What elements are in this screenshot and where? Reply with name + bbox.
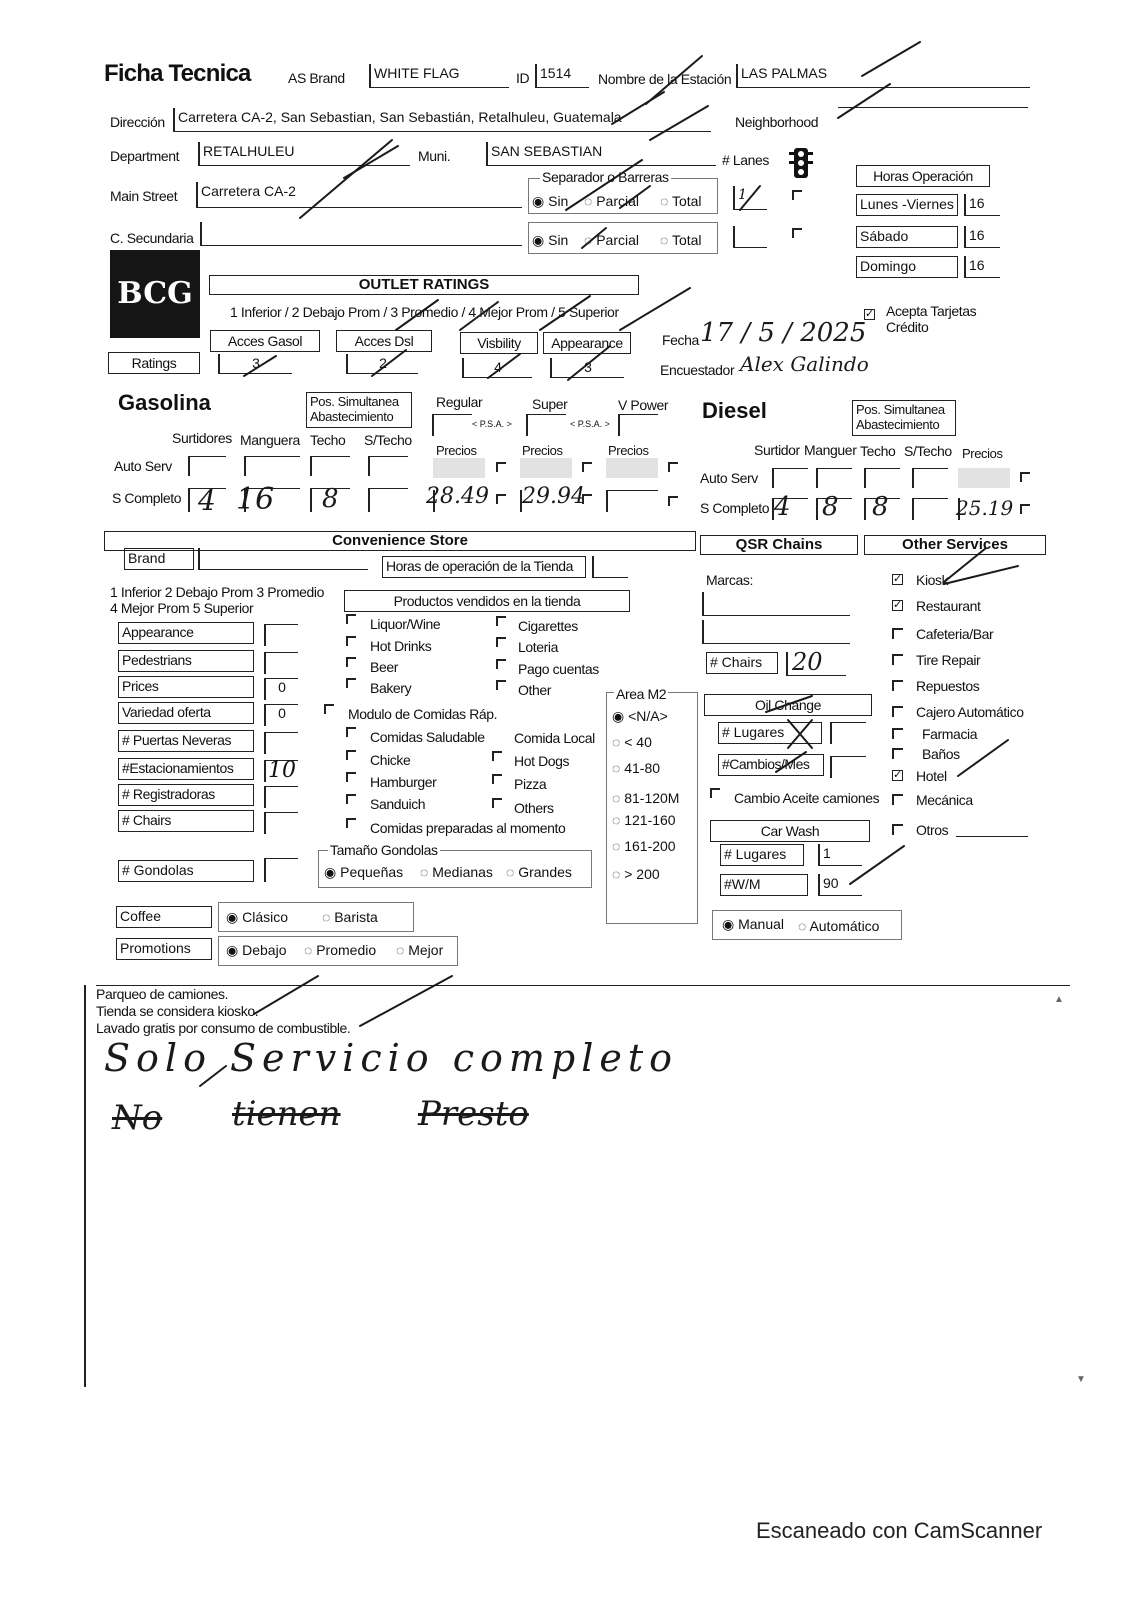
wm-field[interactable]: 90 xyxy=(818,874,862,896)
gasolina-title: Gasolina xyxy=(118,390,211,415)
struck-word: No xyxy=(112,1098,163,1138)
oil-lugares-field[interactable] xyxy=(830,722,866,744)
muni-label: Muni. xyxy=(418,148,451,164)
gas-sc-vpower-check[interactable] xyxy=(668,496,678,506)
gas-as-techo[interactable] xyxy=(310,456,350,476)
fuel-super-label: Super xyxy=(532,396,568,412)
area-option-radio[interactable]: ◌ 81-120M xyxy=(612,790,680,806)
lanes-secondary-checkbox[interactable] xyxy=(792,228,802,238)
sep-main-sin-radio[interactable]: ◉ Sin xyxy=(532,193,569,209)
pago-cuentas-checkbox[interactable] xyxy=(496,659,506,669)
otros-line[interactable] xyxy=(956,832,1028,837)
separator-title: Separador o Barreras xyxy=(542,169,669,185)
gas-sc-surtidores-value: 4 xyxy=(198,484,216,517)
store-field-input[interactable] xyxy=(264,786,298,808)
dsl-col-stecho: S/Techo xyxy=(904,443,952,459)
other-product-checkbox[interactable] xyxy=(496,680,506,690)
oil-lugares-label: # Lugares xyxy=(718,722,822,744)
service-checkbox[interactable]: ✓ xyxy=(893,599,903,611)
store-brand-field[interactable] xyxy=(198,548,368,570)
store-field-label: # Chairs xyxy=(118,810,254,832)
store-field-input[interactable]: 0 xyxy=(264,704,298,726)
product-label: Loteria xyxy=(518,639,559,655)
area-option-label: 121-160 xyxy=(624,812,676,828)
dsl-col-manguer: Manguer xyxy=(804,442,857,458)
hours-weekday-field[interactable]: 16 xyxy=(964,194,1000,216)
marcas-field-2[interactable] xyxy=(702,620,850,644)
gas-sc-super-check[interactable] xyxy=(582,494,592,504)
service-label: Farmacia xyxy=(922,726,978,742)
rating-visibility-field[interactable]: 4 xyxy=(462,358,532,378)
area-option-label: > 200 xyxy=(624,866,660,882)
gas-sc-super-value: 29.94 xyxy=(522,484,585,509)
credito-label: Crédito xyxy=(886,319,929,335)
service-label: Baños xyxy=(922,746,960,762)
wash-option-label: Automático xyxy=(809,918,880,934)
promo-debajo-radio[interactable]: ◉ Debajo xyxy=(226,942,287,958)
comida-saludable-label: Comidas Saludable xyxy=(370,729,485,745)
sep-option-label: Sin xyxy=(548,193,569,209)
service-checkbox[interactable] xyxy=(892,728,903,739)
store-hours-field[interactable] xyxy=(592,556,628,578)
gas-col-surtidores: Surtidores xyxy=(172,430,232,446)
service-checkbox[interactable] xyxy=(892,706,903,717)
food-label: Chicke xyxy=(370,752,411,768)
acepta-label: Acepta Tarjetas xyxy=(886,303,977,319)
pen-stroke xyxy=(360,976,452,1026)
store-field-label: Prices xyxy=(118,676,254,698)
sep-main-parcial-radio[interactable]: ◌ Parcial xyxy=(584,193,640,209)
promo-option-label: Mejor xyxy=(408,942,444,958)
gas-as-super-check[interactable] xyxy=(582,462,592,472)
tamano-gondolas-label: Tamaño Gondolas xyxy=(330,842,438,858)
hamburger-checkbox[interactable] xyxy=(346,772,356,782)
dsl-sc-manguer-value: 8 xyxy=(822,492,839,522)
store-field-label: Variedad oferta xyxy=(118,702,254,724)
precios-super-label: Precios xyxy=(522,443,563,458)
oil-cambios-label: #Cambios/Mes xyxy=(718,754,824,776)
area-option-label: 41-80 xyxy=(624,760,661,776)
fuel-vpower-label: V Power xyxy=(618,397,669,413)
sep-option-label: Parcial xyxy=(596,193,640,209)
sep-option-label: Total xyxy=(671,193,702,209)
sep-option-label: Total xyxy=(671,232,702,248)
coffee-barista-radio[interactable]: ◌ Barista xyxy=(322,909,378,925)
product-label: Other xyxy=(518,682,552,698)
store-field-input[interactable] xyxy=(264,812,298,834)
service-checkbox[interactable] xyxy=(892,824,903,835)
scroll-up-icon[interactable]: ▲ xyxy=(1054,994,1064,1005)
gas-sc-stecho[interactable] xyxy=(368,488,408,512)
gas-s-completo-label: S Completo xyxy=(112,490,182,506)
dsl-s-completo-label: S Completo xyxy=(700,500,770,516)
id-label: ID xyxy=(516,70,530,86)
modulo-comidas-checkbox[interactable] xyxy=(324,704,334,714)
dsl-sc-price-value: 25.19 xyxy=(956,496,1014,520)
dsl-as-manguer[interactable] xyxy=(816,468,852,488)
hours-saturday-label: Sábado xyxy=(856,226,958,248)
secondary-label: C. Secundaria xyxy=(110,230,194,246)
food-label: Sanduich xyxy=(370,796,426,812)
hours-weekday-label: Lunes -Viernes xyxy=(856,194,958,216)
coffee-option-label: Barista xyxy=(334,909,378,925)
dsl-as-price[interactable] xyxy=(958,468,1010,488)
sep-option-label: Parcial xyxy=(596,232,640,248)
gas-col-manguera: Manguera xyxy=(240,432,300,448)
promotions-label: Promotions xyxy=(116,938,212,960)
department-label: Department xyxy=(110,148,180,164)
scroll-down-icon[interactable]: ▼ xyxy=(1076,1374,1086,1385)
lanes-label: # Lanes xyxy=(722,152,770,168)
direccion-field[interactable]: Carretera CA-2, San Sebastian, San Sebastián, Retalhuleu, Guatemala xyxy=(173,108,711,132)
hours-sunday-label: Domingo xyxy=(856,256,958,278)
store-field-label: # Registradoras xyxy=(118,784,254,806)
hot-drinks-checkbox[interactable] xyxy=(346,636,356,646)
gas-sc-regular-value: 28.49 xyxy=(426,484,489,509)
struck-word: Presto xyxy=(418,1094,529,1134)
modulo-comidas-label: Modulo de Comidas Ráp. xyxy=(348,706,498,722)
dsl-auto-serv-label: Auto Serv xyxy=(700,470,758,486)
other-services-header: Other Services xyxy=(864,535,1046,555)
sep-option-label: Sin xyxy=(548,232,569,248)
productos-vendidos-button[interactable]: Productos vendidos en la tienda xyxy=(344,590,630,612)
precios-vpower-label: Precios xyxy=(608,443,649,458)
store-field-input[interactable]: 10 xyxy=(264,760,298,782)
rating-appearance-field[interactable]: 3 xyxy=(550,358,624,378)
fecha-value[interactable]: 17 / 5 / 2025 xyxy=(700,318,867,348)
dsl-sc-stecho[interactable] xyxy=(912,498,948,520)
area-option-radio[interactable]: ◌ < 40 xyxy=(612,734,652,750)
gas-col-stecho: S/Techo xyxy=(364,432,412,448)
diesel-pos-simultanea: Pos. Simultanea Abastecimiento xyxy=(852,400,956,436)
neighborhood-field[interactable] xyxy=(838,100,1028,108)
camscanner-watermark: Escaneado con CamScanner xyxy=(756,1518,1043,1543)
cw-lugares-field[interactable]: 1 xyxy=(818,844,862,866)
sandwich-checkbox[interactable] xyxy=(346,794,356,804)
product-label: Cigarettes xyxy=(518,618,578,634)
comida-saludable-checkbox[interactable] xyxy=(346,727,356,737)
liquor-checkbox[interactable] xyxy=(346,614,356,624)
psa-marker: < P.S.A. > xyxy=(472,419,512,429)
comidas-preparadas-label: Comidas preparadas al momento xyxy=(370,820,566,836)
service-checkbox[interactable] xyxy=(892,628,903,639)
dsl-col-precios: Precios xyxy=(962,446,1003,461)
marcas-label: Marcas: xyxy=(706,572,753,588)
station-label: Nombre de la Estación xyxy=(598,71,732,87)
service-label: Cajero Automático xyxy=(916,704,1024,720)
dsl-sc-techo-value: 8 xyxy=(872,492,889,522)
dsl-col-surtidor: Surtidor xyxy=(754,442,800,458)
oil-change-button[interactable]: Oil Change xyxy=(704,694,872,716)
comidas-preparadas-checkbox[interactable] xyxy=(346,818,356,828)
area-option-radio[interactable]: ◌ 121-160 xyxy=(612,812,676,828)
product-label: Hot Drinks xyxy=(370,638,432,654)
handwritten-note: Solo Servicio completo xyxy=(104,1036,679,1080)
rating-acces-dsl-field[interactable]: 2 xyxy=(346,354,418,374)
area-option-radio[interactable]: ◌ 41-80 xyxy=(612,760,661,776)
encuestador-value[interactable]: Alex Galindo xyxy=(740,352,869,376)
main-street-field[interactable]: Carretera CA-2 xyxy=(196,182,522,208)
bcg-logo: BCG xyxy=(110,250,200,338)
store-hours-label: Horas de operación de la Tienda xyxy=(382,556,586,578)
lanes-field[interactable]: 1 xyxy=(733,186,767,210)
gas-as-stecho[interactable] xyxy=(368,456,408,476)
appearance-button[interactable]: Appearance xyxy=(543,332,631,354)
department-field[interactable]: RETALHULEU xyxy=(198,142,410,166)
gas-as-regular-check[interactable] xyxy=(496,462,506,472)
gondolas-label: # Gondolas xyxy=(118,860,254,882)
oil-cambios-field[interactable] xyxy=(830,756,866,778)
product-label: Bakery xyxy=(370,680,412,696)
cigarettes-checkbox[interactable] xyxy=(496,616,506,626)
dsl-as-techo[interactable] xyxy=(864,468,900,488)
product-label: Beer xyxy=(370,659,398,675)
food-label: Pizza xyxy=(514,776,547,792)
dsl-sc-surtidor-value: 4 xyxy=(774,492,791,522)
store-field-input[interactable] xyxy=(264,652,298,674)
note-line: Parqueo de camiones. xyxy=(96,986,229,1002)
sep-sec-total-radio[interactable]: ◌ Total xyxy=(660,232,702,248)
sep-sec-sin-radio[interactable]: ◉ Sin xyxy=(532,232,569,248)
vpower-psa-field[interactable] xyxy=(618,414,658,436)
dsl-as-stecho[interactable] xyxy=(912,468,948,488)
sep-sec-parcial-radio[interactable]: ◌ Parcial xyxy=(584,232,640,248)
main-street-label: Main Street xyxy=(110,188,178,204)
service-checkbox[interactable] xyxy=(892,680,903,691)
qsr-chairs-label: # Chairs xyxy=(706,652,778,674)
service-checkbox[interactable]: ✓ xyxy=(893,769,903,781)
store-field-label: Pedestrians xyxy=(118,650,254,672)
service-label: Kiosk xyxy=(916,572,949,588)
promo-promedio-radio[interactable]: ◌ Promedio xyxy=(304,942,377,958)
precios-regular-label: Precios xyxy=(436,443,477,458)
dsl-col-techo: Techo xyxy=(860,443,896,459)
notes-text[interactable] xyxy=(96,986,350,1037)
others-food-checkbox[interactable] xyxy=(492,798,502,808)
food-label: Others xyxy=(514,800,554,816)
gas-sc-techo-value: 8 xyxy=(322,484,339,514)
store-field-label: Appearance xyxy=(118,622,254,644)
tamano-option-label: Medianas xyxy=(432,864,493,880)
service-label: Otros xyxy=(916,822,949,838)
service-label: Hotel xyxy=(916,768,947,784)
gas-sc-manguera-value: 16 xyxy=(236,482,275,517)
page-title: Ficha Tecnica xyxy=(104,60,251,87)
acces-dsl-button[interactable]: Acces Dsl xyxy=(336,330,432,352)
store-field-label: # Puertas Neveras xyxy=(118,730,254,752)
gas-pos-simultanea: Pos. Simultanea Abastecimiento xyxy=(306,392,412,428)
lanes-checkbox[interactable] xyxy=(792,190,802,200)
store-field-input[interactable]: 0 xyxy=(264,678,298,700)
bakery-checkbox[interactable] xyxy=(346,678,356,688)
pen-stroke xyxy=(944,566,1018,584)
gondola-medianas-radio[interactable]: ◌ Medianas xyxy=(420,864,493,880)
gas-as-super-price[interactable] xyxy=(520,458,572,478)
coffee-clasico-radio[interactable]: ◉ Clásico xyxy=(226,909,289,925)
cambio-camiones-label: Cambio Aceite camiones xyxy=(734,790,880,806)
horas-operacion-button[interactable]: Horas Operación xyxy=(856,165,990,187)
service-label: Tire Repair xyxy=(916,652,981,668)
acces-gasol-button[interactable]: Acces Gasol xyxy=(210,330,320,352)
traffic-light-icon xyxy=(787,146,815,180)
regular-psa-field[interactable] xyxy=(432,414,472,436)
area-option-label: 161-200 xyxy=(624,838,676,854)
note-line: Tienda se considera kiosko. xyxy=(96,1003,259,1019)
gas-sc-regular-check[interactable] xyxy=(496,494,506,504)
cw-lugares-label: # Lugares xyxy=(720,844,804,866)
service-label: Cafeteria/Bar xyxy=(916,626,994,642)
wm-label: #W/M xyxy=(720,874,808,896)
notes-left-border xyxy=(84,985,86,1387)
wash-option-label: Manual xyxy=(738,916,785,932)
loteria-checkbox[interactable] xyxy=(496,637,506,647)
acepta-tarjetas-checkbox[interactable]: ✓ xyxy=(865,308,875,320)
super-psa-field[interactable] xyxy=(526,414,566,436)
tamano-option-label: Pequeñas xyxy=(340,864,404,880)
area-option-label: <N/A> xyxy=(628,708,668,724)
brand-field[interactable]: WHITE FLAG xyxy=(369,64,509,88)
service-checkbox[interactable] xyxy=(892,748,903,759)
comida-local-label: Comida Local xyxy=(514,730,595,746)
area-m2-label: Area M2 xyxy=(616,686,667,702)
area-option-radio[interactable]: ◉ <N/A> xyxy=(612,708,668,724)
gas-as-vpower-check[interactable] xyxy=(668,462,678,472)
neighborhood-label: Neighborhood xyxy=(735,114,819,130)
hours-sunday-field[interactable]: 16 xyxy=(964,256,1000,278)
brand-label: AS Brand xyxy=(288,70,345,86)
sep-main-total-radio[interactable]: ◌ Total xyxy=(660,193,702,209)
chicken-checkbox[interactable] xyxy=(346,750,356,760)
gas-as-vpower-price[interactable] xyxy=(606,458,658,478)
area-option-label: 81-120M xyxy=(624,790,680,806)
qsr-chairs-value: 20 xyxy=(792,648,823,676)
gas-as-surtidores[interactable] xyxy=(188,456,226,476)
coffee-option-label: Clásico xyxy=(242,909,289,925)
gas-sc-vpower-price[interactable] xyxy=(606,490,658,512)
hot-dogs-checkbox[interactable] xyxy=(492,751,502,761)
store-scale-2: 4 Mejor Prom 5 Superior xyxy=(110,600,254,616)
food-label: Hot Dogs xyxy=(514,753,570,769)
ratings-scale: 1 Inferior / 2 Debajo Prom / 3 Promedio / 4 Mejor Prom / 5 Superior xyxy=(230,304,619,320)
area-option-label: < 40 xyxy=(624,734,652,750)
fecha-label: Fecha xyxy=(662,332,699,348)
store-field-label: #Estacionamientos xyxy=(118,758,254,780)
pizza-checkbox[interactable] xyxy=(492,774,502,784)
gondola-pequenas-radio[interactable]: ◉ Pequeñas xyxy=(324,864,404,880)
service-label: Restaurant xyxy=(916,598,981,614)
store-field-input[interactable] xyxy=(264,732,298,754)
pen-stroke xyxy=(958,740,1008,776)
car-wash-button[interactable]: Car Wash xyxy=(710,820,870,842)
note-line: Lavado gratis por consumo de combustible. xyxy=(96,1020,351,1036)
visibility-button[interactable]: Visbility xyxy=(460,332,538,354)
area-option-radio[interactable]: ◌ > 200 xyxy=(612,866,660,882)
wash-manual-radio[interactable]: ◉ Manual xyxy=(722,916,785,932)
gas-as-regular-price[interactable] xyxy=(433,458,485,478)
direccion-label: Dirección xyxy=(110,114,165,130)
muni-field[interactable]: SAN SEBASTIAN xyxy=(486,142,716,166)
area-option-radio[interactable]: ◌ 161-200 xyxy=(612,838,676,854)
service-checkbox[interactable] xyxy=(892,654,903,665)
gas-as-manguera[interactable] xyxy=(244,456,300,476)
store-scale-1: 1 Inferior 2 Debajo Prom 3 Promedio xyxy=(110,584,324,600)
service-checkbox[interactable] xyxy=(892,794,903,805)
fuel-regular-label: Regular xyxy=(436,394,483,410)
station-field[interactable]: LAS PALMAS xyxy=(736,64,1030,88)
promo-option-label: Promedio xyxy=(316,942,377,958)
beer-checkbox[interactable] xyxy=(346,657,356,667)
marcas-field-1[interactable] xyxy=(702,592,850,616)
service-label: Mecánica xyxy=(916,792,973,808)
store-brand-label: Brand xyxy=(124,548,194,570)
service-checkbox[interactable]: ✓ xyxy=(893,573,903,585)
gondolas-field[interactable] xyxy=(264,858,298,882)
wash-automatico-radio[interactable]: ◌ Automático xyxy=(798,918,880,934)
qsr-chains-header: QSR Chains xyxy=(700,535,858,555)
convenience-store-header: Convenience Store xyxy=(104,531,696,551)
dsl-as-surtidor[interactable] xyxy=(772,468,808,488)
lanes-secondary-field[interactable] xyxy=(733,226,767,248)
store-field-input[interactable] xyxy=(264,624,298,646)
dsl-sc-check[interactable] xyxy=(1020,504,1030,514)
area-m2-group xyxy=(606,692,698,924)
gas-auto-serv-label: Auto Serv xyxy=(114,458,172,474)
gas-col-techo: Techo xyxy=(310,432,346,448)
id-field[interactable]: 1514 xyxy=(535,64,589,88)
food-label: Hamburger xyxy=(370,774,437,790)
product-label: Pago cuentas xyxy=(518,661,599,677)
outlet-ratings-header: OUTLET RATINGS xyxy=(209,275,639,295)
dsl-as-check[interactable] xyxy=(1020,472,1030,482)
ratings-button[interactable]: Ratings xyxy=(108,352,200,374)
hours-saturday-field[interactable]: 16 xyxy=(964,226,1000,248)
encuestador-label: Encuestador xyxy=(660,362,735,378)
diesel-title: Diesel xyxy=(702,398,767,423)
struck-word: tienen xyxy=(232,1094,341,1134)
promo-option-label: Debajo xyxy=(242,942,287,958)
gondola-grandes-radio[interactable]: ◌ Grandes xyxy=(506,864,572,880)
secondary-field[interactable] xyxy=(200,222,522,246)
rating-acces-gasol-field[interactable]: 3 xyxy=(218,354,292,374)
promo-mejor-radio[interactable]: ◌ Mejor xyxy=(396,942,444,958)
tamano-option-label: Grandes xyxy=(518,864,572,880)
cambio-camiones-checkbox[interactable] xyxy=(710,788,720,798)
service-label: Repuestos xyxy=(916,678,980,694)
product-label: Liquor/Wine xyxy=(370,616,441,632)
psa-marker: < P.S.A. > xyxy=(570,419,610,429)
coffee-label: Coffee xyxy=(116,906,212,928)
